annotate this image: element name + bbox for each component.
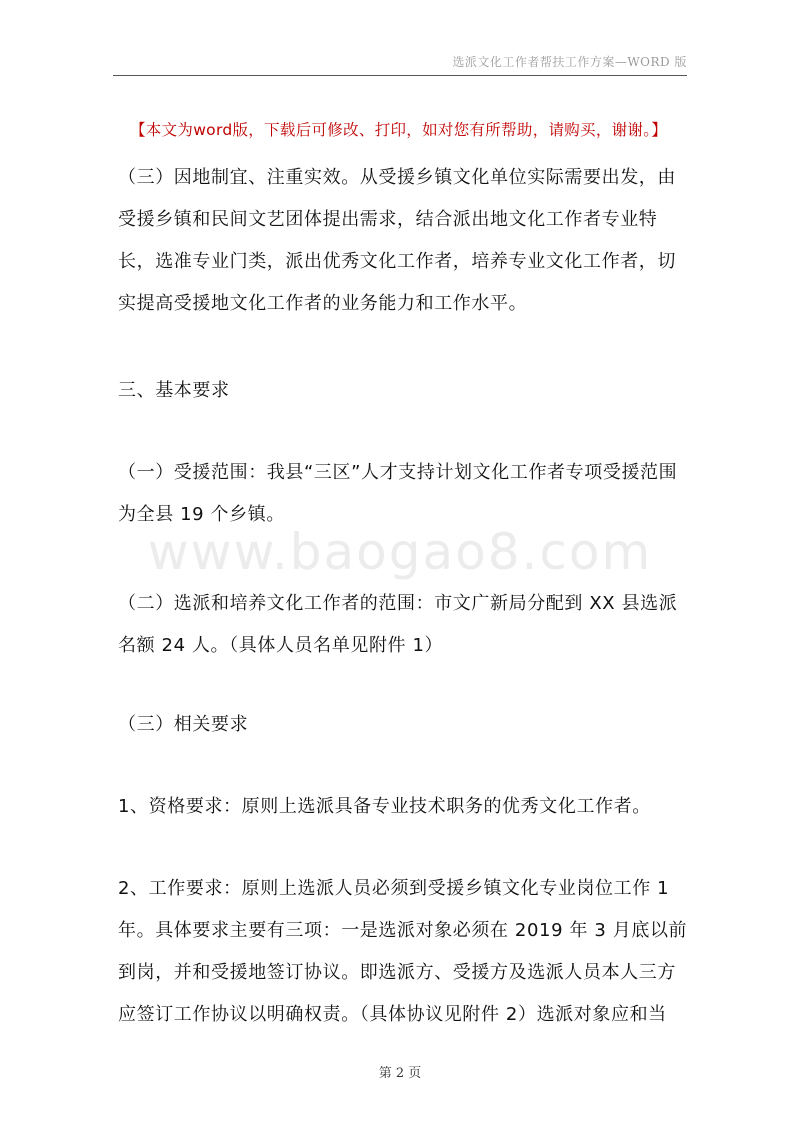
text-line: 应签订工作协议以明确权责。（具体协议见附件 2）选派对象应和当 [118, 1004, 667, 1025]
paragraph-selection-scope [118, 583, 688, 667]
paragraph-related-requirements [118, 704, 688, 746]
text-line: 为全县 19 个乡镇。 [118, 504, 285, 525]
paragraph-aid-scope [118, 452, 688, 536]
text-line: （一）受援范围：我县“三区”人才支持计划文化工作者专项受援范围 [118, 462, 678, 483]
text-line: 长，选准专业门类，派出优秀文化工作者，培养专业文化工作者，切 [118, 251, 676, 272]
text-line: 1、资格要求：原则上选派具备专业技术职务的优秀文化工作者。 [118, 796, 651, 817]
section-heading-text: 三、基本要求 [118, 380, 230, 401]
subheading-text: （三）相关要求 [118, 714, 249, 735]
text-line: 到岗，并和受援地签订协议。即选派方、受援方及选派人员本人三方 [118, 962, 676, 983]
text-line: 受援乡镇和民间文艺团体提出需求，结合派出地文化工作者专业特 [118, 209, 658, 230]
section-heading-basic-requirements [118, 370, 688, 412]
header-divider [113, 75, 687, 76]
text-line: （二）选派和培养文化工作者的范围：市文广新局分配到 XX 县选派 [118, 593, 678, 614]
text-line: 实提高受援地文化工作者的业务能力和工作水平。 [118, 293, 528, 314]
text-line: （三）因地制宜、注重实效。从受援乡镇文化单位实际需要出发，由 [118, 167, 676, 188]
page-number: 第 2 页 [378, 1066, 422, 1081]
paragraph-yinDiZhiYi [118, 157, 688, 325]
paragraph-qualification [118, 786, 688, 828]
download-notice: 【本文为word版，下载后可修改、打印，如对您有所帮助，请购买，谢谢。】 [130, 121, 668, 139]
paragraph-work-requirements [118, 868, 688, 1036]
page-header-title: 选派文化工作者帮扶工作方案—WORD 版 [452, 55, 687, 69]
text-line: 名额 24 人。（具体人员名单见附件 1） [118, 635, 444, 656]
watermark: www.baogao8.com [147, 523, 653, 581]
text-line: 2、工作要求：原则上选派人员必须到受援乡镇文化专业岗位工作 1 [118, 878, 670, 899]
text-line: 年。具体要求主要有三项：一是选派对象必须在 2019 年 3 月底以前 [118, 920, 688, 941]
